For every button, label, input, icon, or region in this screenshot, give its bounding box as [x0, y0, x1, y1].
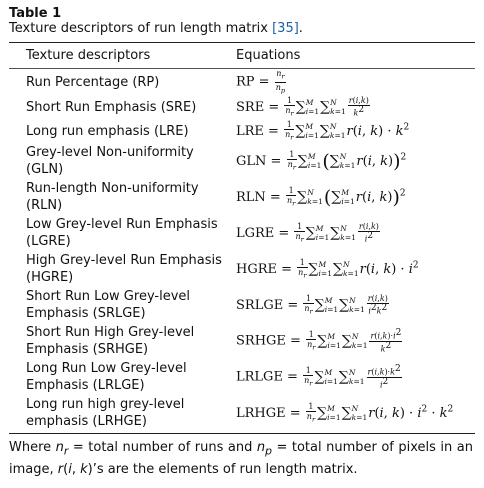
caption-end: .	[298, 21, 303, 36]
table-row	[9, 359, 475, 395]
equation-lre: LRE = $\frac{1}{n_r}$ ∑ M i=1 ∑ N k=1 r(i, $k) \cdot k^2$	[236, 119, 410, 142]
equation-lrhge: LRHGE = $\frac{1}{n_r}$ ∑ M i=1 ∑ N k=1 r(i, $k) \cdot i^2 \cdot k^2$	[236, 401, 454, 424]
table-row	[9, 251, 475, 287]
table-footnote: Where $n_r$ = total number of runs and $n_p$ = total number of pixels in an image, r(i, k)’s are the elements of run length matrix.	[9, 440, 473, 477]
descriptor-name: Run-length Non-uniformity (RLN)	[26, 181, 199, 214]
equation-lrlge: LRLGE = $\frac{1}{n_r}$ ∑ M i=1 ∑ N k=1 $\frac{r(i,k)\cdot k^2}{i^2}$	[236, 364, 401, 390]
descriptor-name: Short Run High Grey-level Emphasis (SRHGE)	[26, 325, 195, 358]
table-row	[9, 323, 475, 359]
table-row	[9, 395, 475, 431]
descriptor-table	[9, 43, 475, 431]
table-row	[9, 287, 475, 323]
descriptor-name: Short Run Low Grey-level Emphasis (SRLGE)	[26, 289, 191, 322]
table-row	[9, 215, 475, 251]
equation-hgre: HGRE = $\frac{1}{n_r}$ ∑ M i=1 ∑ N k=1 r(i, $k) \cdot i^2$	[236, 257, 419, 280]
equation-gln: GLN = $\frac{1}{n_r}$ ∑ M i=1 (∑ N k=1 r(i, k))$^2$	[236, 149, 407, 173]
table-row	[9, 95, 475, 119]
header-row	[9, 43, 475, 68]
table-row	[9, 179, 475, 215]
descriptor-name: Long run high grey-level emphasis (LRHGE)	[26, 397, 185, 430]
equation-srhge: SRHGE = $\frac{1}{n_r}$ ∑ M i=1 ∑ N k=1 $\frac{r(i,k)\cdot i^2}{k^2}$	[236, 328, 402, 354]
equation-sre: SRE = $\frac{1}{n_r}$ ∑ M i=1 ∑ N k=1 $\frac{r(i,k)}{k^2}$	[236, 95, 369, 119]
table-label: Table 1	[9, 6, 62, 21]
caption-text: Texture descriptors of run length matrix	[9, 21, 273, 36]
descriptor-name: Long run emphasis (LRE)	[26, 123, 189, 139]
descriptor-name: Short Run Emphasis (SRE)	[26, 99, 197, 115]
equation-rln: RLN = $\frac{1}{n_r}$ ∑ N k=1 (∑ M i=1 r(i, k))$^2$	[236, 185, 406, 209]
equation-lgre: LGRE = $\frac{1}{n_r}$ ∑ M i=1 ∑ N k=1 $\frac{r(i,k)}{i^2}$	[236, 221, 379, 245]
table-row	[9, 119, 475, 143]
table-caption	[9, 21, 475, 37]
equation-rp: RP = $\frac{n_r}{n_p}$	[236, 69, 286, 95]
bottom-rule	[9, 433, 475, 434]
citation-link[interactable]: [35]	[272, 21, 299, 36]
descriptor-name: Run Percentage (RP)	[26, 74, 160, 90]
descriptor-name: Long Run Low Grey-level Emphasis (LRLGE)	[26, 361, 187, 394]
descriptor-name: Grey-level Non-uniformity (GLN)	[26, 145, 194, 178]
table-row	[9, 69, 475, 95]
descriptor-name: Low Grey-level Run Emphasis (LGRE)	[26, 217, 218, 250]
equation-srlge: SRLGE = $\frac{1}{n_r}$ ∑ M i=1 ∑ N k=1 $\frac{r(i,k)}{i^2k^2}$	[236, 293, 388, 317]
descriptor-name: High Grey-level Run Emphasis (HGRE)	[26, 253, 222, 286]
header-descriptor: Texture descriptors	[26, 48, 151, 63]
table-row	[9, 143, 475, 179]
header-equation: Equations	[236, 48, 301, 63]
